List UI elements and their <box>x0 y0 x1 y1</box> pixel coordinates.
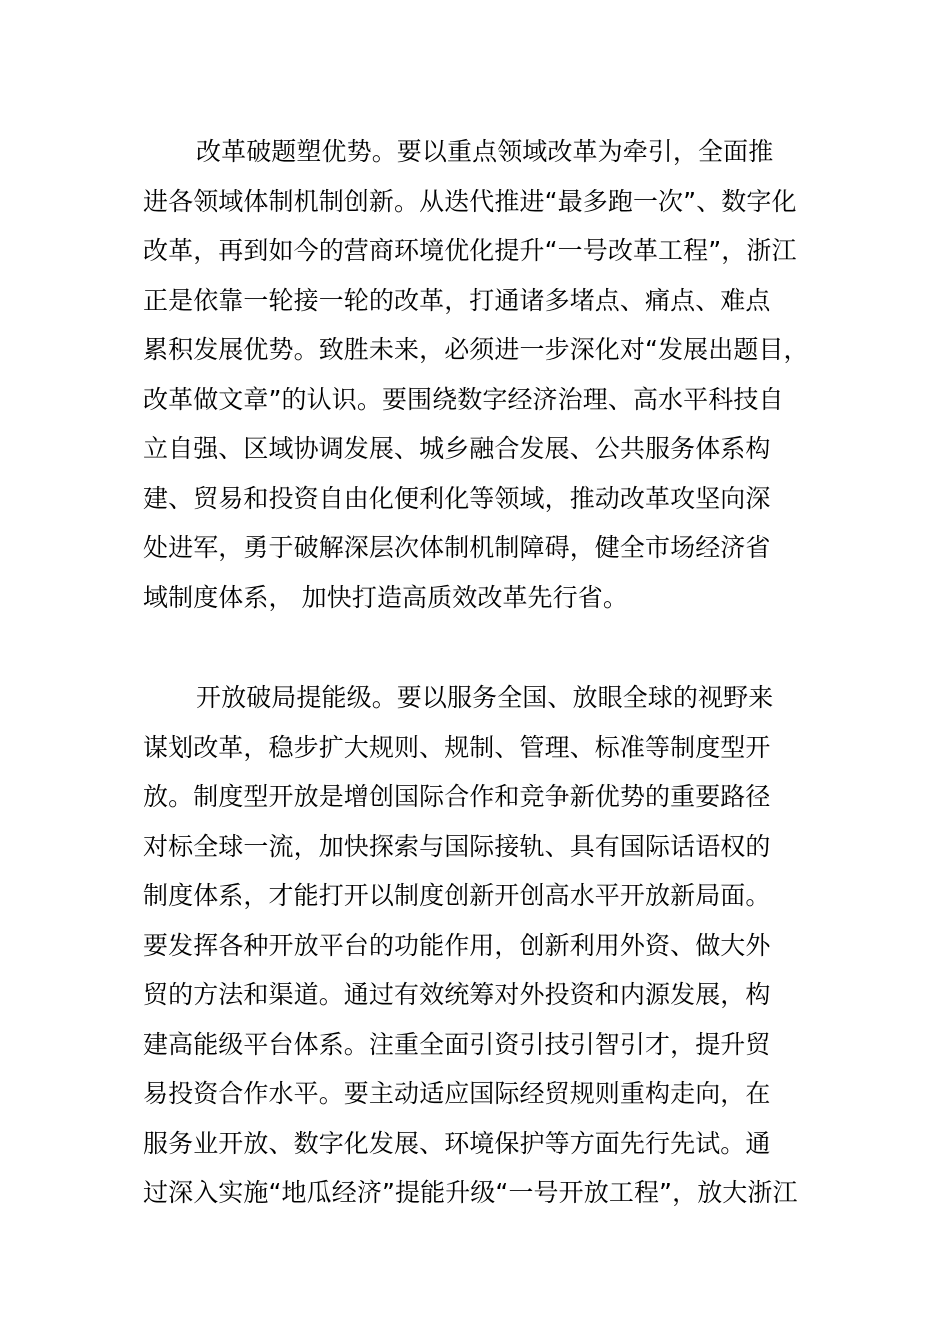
text-line: 正是依靠一轮接一轮的改革，打通诸多堵点、痛点、难点 <box>143 285 771 315</box>
text-line: 对标全球一流，加快探索与国际接轨、具有国际话语权的 <box>143 831 771 861</box>
text-line: 放。制度型开放是增创国际合作和竞争新优势的重要路径 <box>143 782 771 811</box>
paragraph-opening-up <box>143 673 823 1218</box>
text-line: 进各领域体制机制创新。从迭代推进“最多跑一次”、数字化 <box>143 186 797 216</box>
text-line: 要发挥各种开放平台的功能作用，创新利用外资、做大外 <box>143 930 771 960</box>
paragraph-reform <box>143 127 823 622</box>
text-line: 改革，再到如今的营商环境优化提升“一号改革工程”，浙江 <box>143 236 797 265</box>
text-line: 过深入实施“地瓜经济”提能升级“一号开放工程”，放大浙江 <box>143 1178 798 1207</box>
text-line: 改革破题塑优势。要以重点领域改革为牵引，全面推 <box>196 137 774 166</box>
text-line: 谋划改革，稳步扩大规则、规制、管理、标准等制度型开 <box>143 732 771 762</box>
text-line: 开放破局提能级。要以服务全国、放眼全球的视野来 <box>196 683 774 712</box>
text-line: 建高能级平台体系。注重全面引资引技引智引才，提升贸 <box>143 1029 771 1059</box>
text-line: 改革做文章”的认识。要围绕数字经济治理、高水平科技自 <box>143 384 784 414</box>
text-line: 处进军，勇于破解深层次体制机制障碍，健全市场经济省 <box>143 533 771 562</box>
text-line: 域制度体系， 加快打造高质效改革先行省。 <box>143 582 628 612</box>
text-line: 建、贸易和投资自由化便利化等领域，推动改革攻坚向深 <box>143 483 771 513</box>
text-line: 贸的方法和渠道。通过有效统筹对外投资和内源发展，构 <box>143 980 771 1009</box>
text-line: 服务业开放、数字化发展、环境保护等方面先行先试。通 <box>143 1128 771 1158</box>
text-line: 易投资合作水平。要主动适应国际经贸规则重构走向，在 <box>143 1079 771 1108</box>
text-line: 立自强、区域协调发展、城乡融合发展、公共服务体系构 <box>143 434 771 463</box>
text-line: 制度体系，才能打开以制度创新开创高水平开放新局面。 <box>143 881 771 910</box>
text-line: 累积发展优势。致胜未来，必须进一步深化对“发展出题目， <box>143 335 809 364</box>
